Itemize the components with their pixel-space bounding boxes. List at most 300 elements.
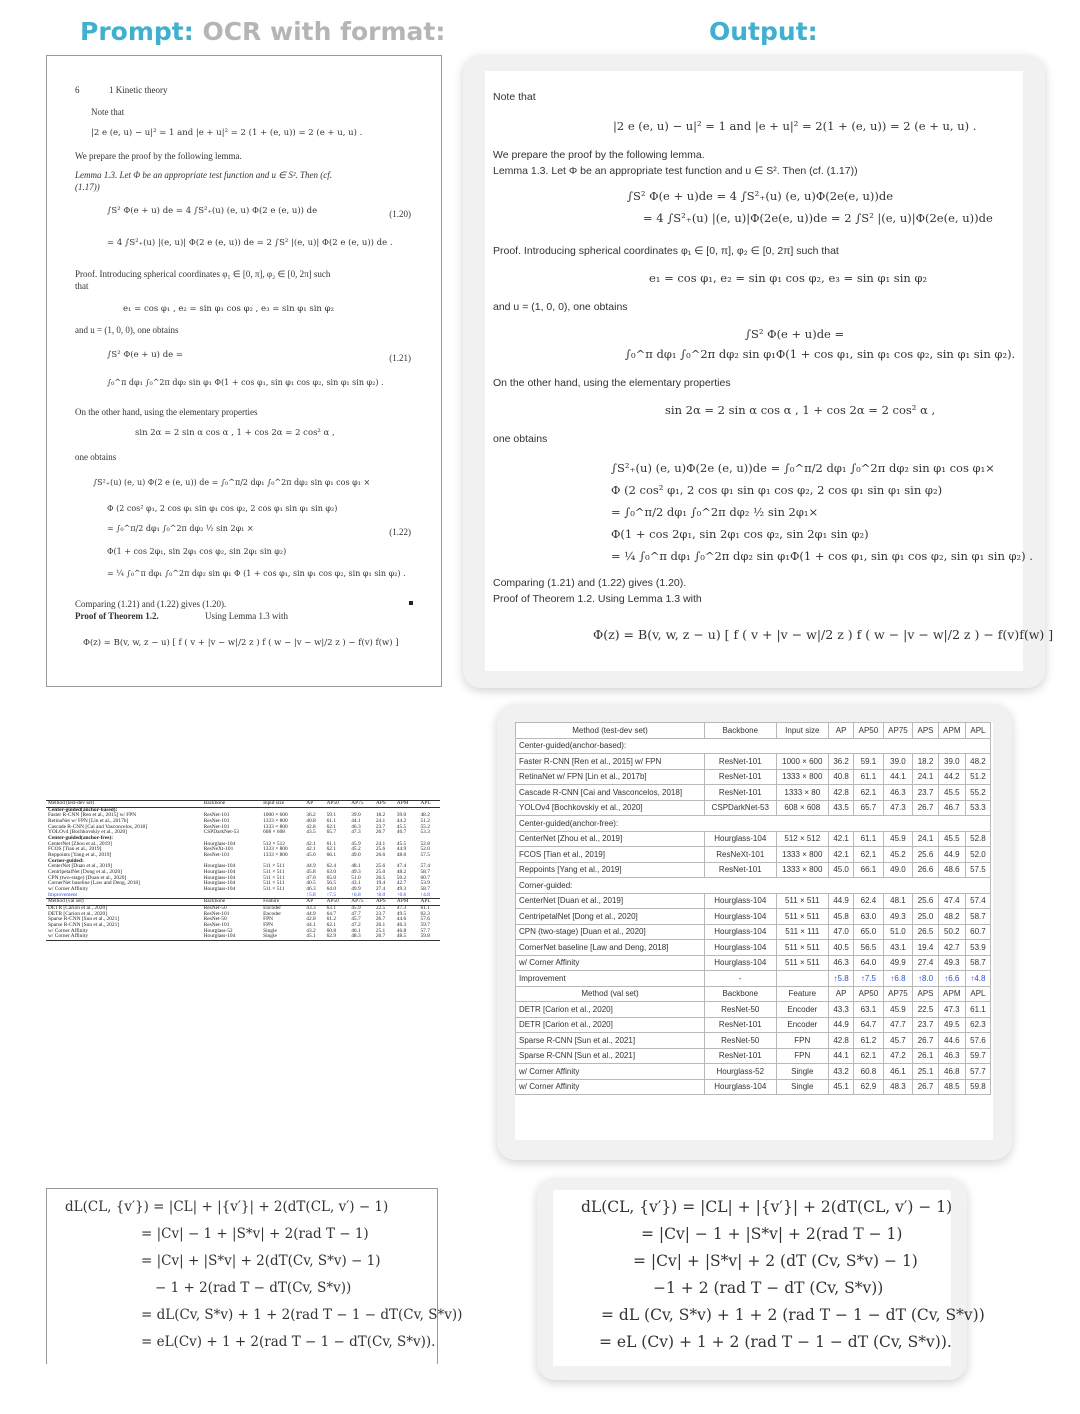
out-line: Comparing (1.21) and (1.22) gives (1.20).	[493, 577, 687, 589]
table-cell: 47.4	[938, 893, 965, 909]
table-row	[516, 785, 991, 801]
table-cell: 42.1	[829, 831, 854, 847]
table-cell: CSPDarkNet-53	[705, 800, 777, 816]
table-cell: 46.1	[351, 927, 361, 934]
table-cell: 608 × 608	[263, 829, 285, 836]
table-row	[516, 924, 991, 940]
table-cell: ResNet-101	[203, 852, 230, 859]
table-cell: 25.6	[375, 846, 386, 853]
method-cell: Improvement	[48, 891, 78, 898]
table-cell: 511 × 111	[776, 924, 829, 940]
section-label: Center-guided(anchor-free):	[516, 816, 991, 832]
table-cell: Hourglass-104	[203, 933, 236, 940]
method-cell: Sparse R-CNN [Sun et al., 2021]	[48, 916, 120, 923]
table-row	[516, 1064, 991, 1080]
table-cell: 19.4	[375, 880, 386, 887]
table-cell: 62.1	[326, 846, 337, 853]
method-cell: Sparse R-CNN [Sun et al., 2021]	[516, 1033, 705, 1049]
table-cell: 55.2	[420, 823, 430, 830]
table-cell: 43.5	[306, 829, 316, 836]
method-cell: w/ Corner Affinity	[516, 955, 705, 971]
table-cell: 45.0	[306, 852, 316, 859]
method-cell: DETR [Carion et al., 2020]	[48, 905, 107, 912]
out-line: Proof. Introducing spherical coordinates φ₁ ∈ [0, π], φ₂ ∈ [0, 2π] such that	[493, 245, 839, 257]
table-cell: 1333 × 800	[776, 862, 829, 878]
out-eq: Φ (2 cos² φ₁, 2 cos φ₁ sin φ₁ cos φ₂, 2 cos φ₁ sin φ₁ sin φ₂)	[611, 483, 943, 497]
table-cell: CSPDarkNet-53	[203, 829, 239, 836]
table-cell: ↑6.8	[883, 971, 913, 987]
table-cell: 61.1	[326, 818, 337, 825]
derivation-output-card	[537, 1178, 985, 1380]
table-cell: Hourglass-104	[203, 863, 236, 870]
table-cell: 45.1	[306, 933, 316, 940]
output-table-body-1	[516, 738, 991, 986]
table-cell: ResNet-101	[203, 910, 230, 917]
table-cell: 63.1	[326, 905, 337, 912]
table-cell: Hourglass-104	[203, 869, 236, 876]
table-cell: 511 × 511	[263, 880, 285, 887]
table-cell: 36.2	[306, 812, 316, 819]
table-cell: 26.5	[913, 924, 939, 940]
table-cell: 64.0	[854, 955, 884, 971]
table-cell: 47.0	[829, 924, 854, 940]
out-eq: ∫S² Φ(e + u)de = 4 ∫S²₊(u) (e, u)Φ(2e(e, u))de	[627, 189, 894, 203]
table-cell: 43.1	[883, 940, 913, 956]
ocr-output-card	[463, 55, 1054, 688]
table-cell: 51.0	[883, 924, 913, 940]
input-table	[46, 800, 440, 941]
table-cell: 62.1	[854, 847, 884, 863]
method-cell: YOLOv4 [Bochkovskiy et al., 2020]	[516, 800, 705, 816]
table-cell: 58.7	[420, 869, 430, 876]
table-cell: 26.7	[375, 933, 386, 940]
table-cell: 48.3	[883, 1079, 913, 1095]
table-cell: 47.3	[883, 800, 913, 816]
method-cell: w/ Corner Affinity	[48, 886, 89, 893]
table-cell: 45.5	[938, 785, 965, 801]
paper-line: Note that	[91, 107, 125, 117]
prompt-header	[80, 17, 445, 46]
table-cell: 44.1	[351, 818, 361, 825]
table-cell: Hourglass-104	[705, 924, 777, 940]
table-cell: 49.9	[883, 955, 913, 971]
th: Backbone	[203, 800, 226, 806]
table-cell: 52.8	[420, 840, 430, 847]
input-paper-page	[46, 55, 442, 687]
table-cell: 47.3	[351, 829, 361, 836]
table-cell: ResNet-101	[705, 1017, 777, 1033]
deriv-line: = eL(Cv) + 1 + 2(rad T − 1 − dT(Cv, S*v)).	[141, 1334, 436, 1350]
table-cell: 62.9	[854, 1079, 884, 1095]
table-cell: ResNet-101	[203, 818, 230, 825]
table-cell: 63.1	[854, 1002, 884, 1018]
table-row	[516, 800, 991, 816]
th: AP	[306, 800, 314, 806]
table-cell: 511 × 511	[263, 863, 285, 870]
table-cell: 62.1	[326, 922, 337, 929]
table-cell: 45.9	[883, 831, 913, 847]
th: APM	[938, 723, 965, 739]
table-cell: ResNet-50	[203, 916, 227, 923]
table-cell: ↑8.0	[913, 971, 939, 987]
output-table-header-2	[516, 986, 991, 1002]
table-cell: 1333 × 800	[263, 852, 288, 859]
deriv-line: = |Cv| − 1 + |S*v| + 2(rad T − 1)	[641, 1225, 903, 1243]
table-cell: ↑7.5	[326, 891, 337, 898]
table-cell: 42.1	[306, 840, 316, 847]
table-cell: 49.3	[396, 886, 407, 893]
table-cell: FPN	[776, 1033, 829, 1049]
input-table-body-1	[46, 807, 440, 899]
table-cell: 511 × 511	[776, 940, 829, 956]
table-cell: 24.1	[913, 769, 939, 785]
paper-line: Comparing (1.21) and (1.22) gives (1.20).	[75, 599, 227, 609]
table-cell: 57.7	[965, 1064, 990, 1080]
th: APS	[913, 723, 939, 739]
table-cell: 48.2	[396, 869, 407, 876]
table-cell: 58.7	[965, 955, 990, 971]
table-cell: 511 × 511	[776, 893, 829, 909]
table-cell: 43.2	[829, 1064, 854, 1080]
table-cell: 58.7	[965, 909, 990, 925]
th: APS	[375, 800, 386, 806]
method-cell: RetinaNet w/ FPN [Lin et al., 2017b]	[516, 769, 705, 785]
table-cell: 46.3	[306, 886, 316, 893]
table-cell: Encoder	[263, 905, 282, 912]
table-cell: 511 × 511	[263, 874, 285, 881]
table-cell: 60.7	[420, 874, 430, 881]
paper-line: On the other hand, using the elementary properties	[75, 407, 258, 417]
table-cell: 53.9	[420, 880, 430, 887]
table-cell: 65.0	[854, 924, 884, 940]
table-cell: 52.0	[965, 847, 990, 863]
table-cell: 57.4	[420, 863, 430, 870]
table-cell: 25.0	[375, 869, 386, 876]
table-cell: 19.4	[913, 940, 939, 956]
table-cell: 26.7	[913, 1033, 939, 1049]
table-cell: 40.5	[829, 940, 854, 956]
table-cell: 56.5	[326, 880, 337, 887]
table-cell: 42.1	[829, 847, 854, 863]
out-eq: Φ(z) = B(v, w, z − u) [ f ( v + |v − w|/2 z ) f ( w − |v − w|/2 z ) − f(v)f(w) ]	[593, 627, 1054, 642]
out-eq: = 4 ∫S²₊(u) |(e, u)|Φ(2e(e, u))de = 2 ∫S² |(e, u)|Φ(2e(e, u))de	[643, 211, 993, 225]
table-cell: 53.3	[420, 829, 430, 836]
table-cell: ResNeXt-101	[203, 846, 234, 853]
table-cell: 26.1	[913, 1048, 939, 1064]
table-cell: 25.6	[375, 863, 386, 870]
output-table-header	[516, 723, 991, 739]
table-cell: 26.7	[913, 800, 939, 816]
table-cell: 512 × 512	[263, 840, 285, 847]
paper-line: that	[75, 281, 89, 291]
table-cell: 1333 × 800	[263, 823, 288, 830]
table-cell: 62.3	[965, 1017, 990, 1033]
table-cell: 44.6	[938, 1033, 965, 1049]
table-cell: 24.1	[913, 831, 939, 847]
section-label: Corner-guided:	[516, 878, 991, 894]
table-cell: 45.8	[306, 869, 316, 876]
table-cell: 49.3	[351, 869, 361, 876]
table-cell: 45.5	[396, 840, 407, 847]
method-cell: Faster R-CNN [Ren et al., 2015] w/ FPN	[516, 754, 705, 770]
paper-line: Using Lemma 1.3 with	[205, 611, 288, 621]
table-cell: 59.8	[420, 933, 430, 940]
th: AP50	[326, 800, 339, 806]
table-cell: 46.7	[938, 800, 965, 816]
table-cell: Hourglass-104	[203, 874, 236, 881]
table-cell: 65.0	[326, 874, 337, 881]
out-line: Note that	[493, 91, 536, 103]
table-cell: 43.5	[829, 800, 854, 816]
method-cell: CenterNet [Duan et al., 2019]	[516, 893, 705, 909]
th: Feature	[263, 898, 280, 905]
input-derivation-image	[46, 1188, 463, 1364]
eq-number: (1.21)	[389, 353, 411, 363]
table-cell: 49.3	[883, 909, 913, 925]
paper-eq: = ¼ ∫₀^π dφ₁ ∫₀^2π dφ₂ sin φ₁ Φ (1 + cos φ₁, sin φ₁ cos φ₂, sin φ₁ sin φ₂) .	[107, 569, 406, 578]
table-row	[516, 769, 991, 785]
method-cell: CornerNet baseline [Law and Deng, 2018]	[48, 880, 140, 887]
table-cell: 46.8	[396, 927, 407, 934]
table-cell: 42.8	[829, 1033, 854, 1049]
table-cell: 44.9	[306, 910, 316, 917]
deriv-line: = eL (Cv) + 1 + 2 (rad T − 1 − dT (Cv, S*v)).	[599, 1333, 952, 1351]
table-cell: 39.0	[396, 812, 407, 819]
table-cell: 59.8	[965, 1079, 990, 1095]
table-cell: 57.4	[965, 893, 990, 909]
table-section-row	[516, 816, 991, 832]
table-cell: Single	[263, 933, 277, 940]
table-cell: 62.1	[854, 1048, 884, 1064]
table-cell: ResNet-50	[705, 1002, 777, 1018]
method-cell: Improvement	[516, 971, 705, 987]
deriv-line: = |Cv| − 1 + |S*v| + 2(rad T − 1)	[141, 1226, 369, 1242]
table-cell: 62.9	[326, 933, 337, 940]
table-cell: 25.0	[913, 909, 939, 925]
table-cell: ↑6.6	[938, 971, 965, 987]
paper-eq: ∫₀^π dφ₁ ∫₀^2π dφ₂ sin φ₁ Φ(1 + cos φ₁, sin φ₁ cos φ₂, sin φ₁ sin φ₂) .	[107, 378, 384, 387]
table-cell: Hourglass-104	[705, 831, 777, 847]
table-cell: Hourglass-104	[705, 1079, 777, 1095]
out-eq: sin 2α = 2 sin α cos α , 1 + cos 2α = 2 cos² α ,	[665, 403, 936, 417]
th: AP	[829, 986, 854, 1002]
table-row	[516, 862, 991, 878]
table-cell: 44.1	[883, 769, 913, 785]
table-cell: 51.0	[351, 874, 361, 881]
table-cell: 608 × 608	[776, 800, 829, 816]
th: AP50	[854, 986, 884, 1002]
table-cell: 46.3	[829, 955, 854, 971]
out-eq: |2 e (e, u) − u|² = 1 and |e + u|² = 2(1 + (e, u)) = 2 (e + u, u) .	[613, 119, 977, 133]
method-cell: w/ Corner Affinity	[516, 1079, 705, 1095]
table-cell: 39.0	[883, 754, 913, 770]
th: Backbone	[705, 986, 777, 1002]
table-row	[516, 754, 991, 770]
table-cell: ↑8.0	[375, 891, 386, 898]
derivation-output-content	[553, 1190, 985, 1366]
table-cell: 46.7	[396, 829, 407, 836]
table-cell: 45.5	[938, 831, 965, 847]
table-cell: 36.2	[829, 754, 854, 770]
table-cell: 45.7	[351, 916, 361, 923]
table-section-row	[516, 878, 991, 894]
table-cell: 27.4	[913, 955, 939, 971]
th: Method (val set)	[516, 986, 705, 1002]
method-cell: CornerNet baseline [Law and Deng, 2018]	[516, 940, 705, 956]
method-cell: CenterNet [Zhou et al., 2019]	[516, 831, 705, 847]
th: AP75	[883, 723, 913, 739]
out-line: Lemma 1.3. Let Φ be an appropriate test function and u ∈ S². Then (cf. (1.17))	[493, 165, 858, 177]
table-output-content	[515, 722, 993, 1140]
method-cell: CPN (two-stage) [Duan et al., 2020]	[48, 874, 127, 881]
paper-eq: e₁ = cos φ₁ , e₂ = sin φ₁ cos φ₂ , e₃ = sin φ₁ sin φ₂	[123, 304, 334, 314]
paper-line: one obtains	[75, 452, 117, 462]
table-cell: Encoder	[776, 1017, 829, 1033]
table-cell: 39.0	[351, 812, 361, 819]
table-cell: 57.5	[420, 852, 430, 859]
table-cell: 50.2	[396, 874, 407, 881]
th: Method (test-dev set)	[48, 800, 95, 806]
chapter-title: 1 Kinetic theory	[109, 85, 168, 95]
paper-eq: Φ(z) = B(v, w, z − u) [ f ( v + |v − w|/2 z ) f ( w − |v − w|/2 z ) − f(v) f(w) ]	[83, 638, 399, 648]
paper-eq: = ∫₀^π/2 dφ₁ ∫₀^2π dφ₂ ½ sin 2φ₁ ×	[107, 524, 254, 533]
table-cell: 66.1	[326, 852, 337, 859]
table-cell: 42.1	[306, 846, 316, 853]
table-cell: 511 × 511	[263, 869, 285, 876]
table-cell: 25.1	[375, 927, 386, 934]
out-eq: e₁ = cos φ₁, e₂ = sin φ₁ cos φ₂, e₃ = sin φ₁ sin φ₂	[649, 271, 928, 285]
th: APM	[396, 898, 409, 905]
table-cell: 22.5	[913, 1002, 939, 1018]
table-cell: 60.7	[965, 924, 990, 940]
table-cell: 49.5	[396, 910, 407, 917]
deriv-line: = dL (Cv, S*v) + 1 + 2 (rad T − 1 − dT (Cv, S*v))	[601, 1306, 985, 1324]
paper-line: and u = (1, 0, 0), one obtains	[75, 325, 179, 335]
table-cell: ↑6.6	[396, 891, 407, 898]
table-cell: 1333 × 800	[263, 818, 288, 825]
method-cell: FCOS [Tian et al., 2019]	[516, 847, 705, 863]
table-section-row	[516, 738, 991, 754]
table-row	[516, 831, 991, 847]
table-cell: 27.4	[375, 886, 386, 893]
table-cell: 511 × 511	[776, 955, 829, 971]
table-cell: 48.3	[351, 933, 361, 940]
th: APM	[938, 986, 965, 1002]
table-cell: 1333 × 800	[263, 846, 288, 853]
table-cell: 44.9	[396, 846, 407, 853]
table-cell: 61.2	[854, 1033, 884, 1049]
table-cell: ResNet-101	[203, 922, 230, 929]
table-cell: 42.8	[306, 823, 316, 830]
table-cell: 26.7	[375, 829, 386, 836]
table-cell: FPN	[263, 916, 273, 923]
table-cell: 1333 × 800	[776, 847, 829, 863]
table-output-card	[497, 704, 1012, 1160]
method-cell: w/ Corner Affinity	[48, 933, 89, 940]
table-row	[516, 955, 991, 971]
table-cell: 44.2	[396, 818, 407, 825]
th: Backbone	[705, 723, 777, 739]
table-cell: 45.2	[883, 847, 913, 863]
table-cell: ResNet-101	[203, 812, 230, 819]
th: APL	[420, 898, 431, 905]
table-cell: 48.2	[420, 812, 430, 819]
table-cell: Hourglass-104	[705, 955, 777, 971]
table-row	[516, 909, 991, 925]
out-line: one obtains	[493, 433, 548, 445]
table-cell: 46.3	[351, 823, 361, 830]
table-cell: 62.1	[854, 785, 884, 801]
out-eq: = ¼ ∫₀^π dφ₁ ∫₀^2π dφ₂ sin φ₁Φ(1 + cos φ₁, sin φ₁ cos φ₂, sin φ₁ sin φ₂) .	[611, 549, 1033, 563]
table-cell: 53.3	[965, 800, 990, 816]
table-cell: ↑5.8	[306, 891, 316, 898]
table-cell: 18.2	[913, 754, 939, 770]
output-table-body-2-header	[516, 986, 991, 1002]
table-row	[46, 934, 440, 940]
table-cell: 46.3	[938, 1048, 965, 1064]
table-cell: 47.7	[883, 1017, 913, 1033]
table-cell: 59.1	[854, 754, 884, 770]
table-cell: ResNet-50	[203, 905, 227, 912]
table-cell: 511 × 511	[776, 909, 829, 925]
eq-number: (1.22)	[389, 527, 411, 537]
table-cell: 24.1	[375, 840, 386, 847]
method-cell: w/ Corner Affinity	[48, 927, 89, 934]
paper-eq: sin 2α = 2 sin α cos α , 1 + cos 2α = 2 cos² α ,	[135, 428, 335, 438]
table-cell: 50.2	[938, 924, 965, 940]
table-cell: 23.7	[913, 1017, 939, 1033]
method-cell: DETR [Carion et al., 2020]	[516, 1017, 705, 1033]
table-cell: 65.7	[854, 800, 884, 816]
table-cell: 1000 × 600	[776, 754, 829, 770]
paper-eq: = 4 ∫S²₊(u) |(e, u)| Φ(2 e (e, u)) de = 2 ∫S² |(e, u)| Φ(2 e (e, u)) de .	[107, 238, 393, 248]
deriv-line: = |Cv| + |S*v| + 2 (dT (Cv, S*v) − 1)	[633, 1252, 918, 1270]
table-cell: 511 × 511	[263, 886, 285, 893]
output-header: Output:	[709, 17, 818, 46]
table-cell: ResNet-50	[705, 1033, 777, 1049]
table-row	[516, 1079, 991, 1095]
method-cell: Cascade R-CNN [Cai and Vasconcelos, 2018]	[48, 823, 148, 830]
table-cell: 59.7	[965, 1048, 990, 1064]
th: Input size	[263, 800, 285, 806]
table-cell: 23.7	[375, 823, 386, 830]
method-cell: Sparse R-CNN [Sun et al., 2021]	[516, 1048, 705, 1064]
deriv-line: = |Cv| + |S*v| + 2(dT(Cv, S*v) − 1)	[141, 1253, 381, 1269]
table-cell: 23.7	[913, 785, 939, 801]
table-cell: 62.3	[420, 910, 430, 917]
table-cell: 46.1	[883, 1064, 913, 1080]
section-label: Corner-guided:	[48, 857, 84, 864]
table-cell: 23.7	[375, 910, 386, 917]
table-cell: 52.8	[965, 831, 990, 847]
out-eq: ∫₀^π dφ₁ ∫₀^2π dφ₂ sin φ₁Φ(1 + cos φ₁, sin φ₁ cos φ₂, sin φ₁ sin φ₂).	[625, 347, 1016, 361]
table-cell: 42.8	[306, 916, 316, 923]
table-cell: 44.6	[396, 916, 407, 923]
table-cell: 58.7	[420, 886, 430, 893]
out-line: and u = (1, 0, 0), one obtains	[493, 301, 628, 313]
table-cell: 26.5	[375, 874, 386, 881]
table-cell: Single	[776, 1079, 829, 1095]
table-cell: 26.6	[913, 862, 939, 878]
th: APM	[396, 800, 409, 806]
input-table-image	[46, 800, 442, 1015]
table-cell: 48.1	[351, 863, 361, 870]
table-cell: 48.6	[938, 862, 965, 878]
table-cell: 45.9	[883, 1002, 913, 1018]
table-cell: 44.9	[829, 893, 854, 909]
table-cell: 66.1	[854, 862, 884, 878]
table-cell: Hourglass-52	[705, 1064, 777, 1080]
